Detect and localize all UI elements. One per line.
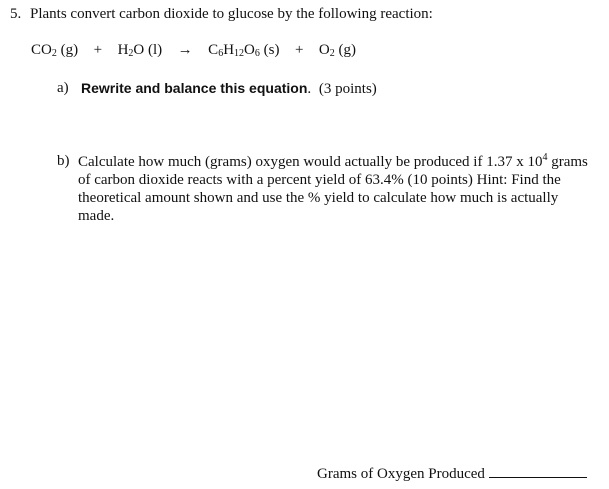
part-b-text: Calculate how much (grams) oxygen would actually be produced if 1.37 x $10^4$ grams of carbon dioxide reacts with a percent yield of 63.4% (10 points) Hint: Find the theoretical amount shown and use the % yield to calculate how much is actually made.	[78, 152, 588, 224]
glucose-state: (s)	[263, 42, 280, 58]
part-a-instruction: Rewrite and balance this equation	[81, 80, 308, 96]
answer-blank[interactable]	[489, 465, 587, 478]
h2o-state: (l)	[148, 42, 163, 58]
part-a-text	[81, 80, 377, 98]
reaction-arrow: →	[177, 42, 193, 58]
co2-formula: $CO_2$	[31, 42, 57, 59]
co2-state: (g)	[60, 42, 79, 58]
o2-formula: $O_2$	[318, 42, 335, 59]
o2-state: (g)	[338, 42, 357, 58]
part-a-period: .	[307, 81, 312, 97]
answer-label: Grams of Oxygen Produced	[317, 466, 485, 482]
question-prompt: Plants convert carbon dioxide to glucose by the following reaction:	[30, 6, 433, 22]
h2o-formula: $H_2O$	[117, 42, 145, 59]
part-b-label: b)	[57, 153, 70, 169]
answer-area	[317, 465, 587, 483]
plus-sign: +	[294, 42, 304, 58]
chemical-equation	[31, 42, 356, 59]
plus-sign: +	[93, 42, 103, 58]
exponent: 4	[542, 152, 548, 163]
glucose-formula: $C_6H_{12}O_6$	[208, 42, 260, 59]
question-number: 5.	[10, 6, 22, 22]
part-a-label: a)	[57, 80, 69, 96]
part-a-points: (3 points)	[318, 81, 377, 97]
